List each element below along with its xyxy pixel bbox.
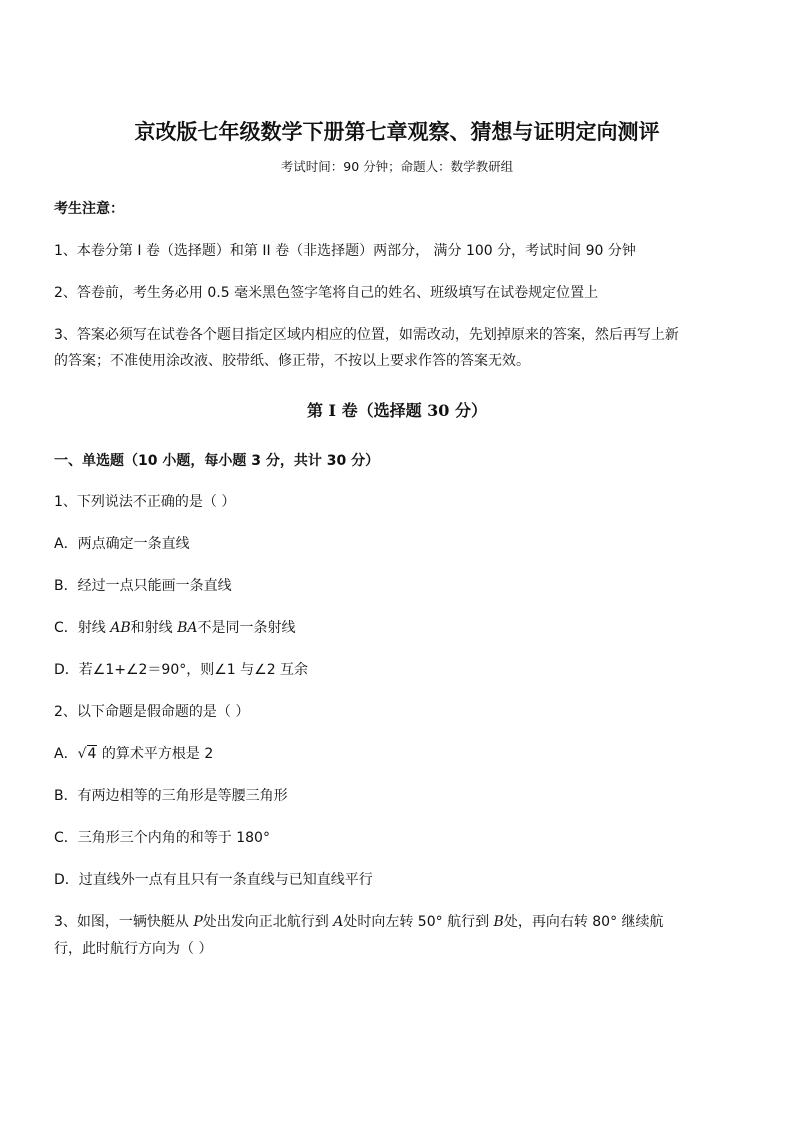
q3-text-4: 处，再向右转 80° 继续航 <box>503 914 664 930</box>
point-b: B <box>493 914 504 930</box>
q3-stem-line-1 <box>54 912 664 932</box>
q1-option-b: B．经过一点只能画一条直线 <box>54 578 232 594</box>
q1-option-c-post: 不是同一条射线 <box>197 620 296 636</box>
notice-item-3: 3、答案必须写在试卷各个题目指定区域内相应的位置，如需改动，先划掉原来的答案，然后再写上新 <box>54 327 679 343</box>
exam-subtitle: 考试时间：90 分钟；命题人：数学教研组 <box>280 159 514 174</box>
point-a: A <box>333 914 344 930</box>
notice-item-2: 2、答卷前，考生务必用 0.5 毫米黑色签字笔将自己的姓名、班级填写在试卷规定位置上 <box>54 285 599 301</box>
notice-heading: 考生注意： <box>54 201 124 217</box>
q1-option-c <box>54 618 296 638</box>
q1-option-a: A．两点确定一条直线 <box>54 536 190 552</box>
q3-text-3: 处时向左转 50° 航行到 <box>343 914 494 930</box>
q1-option-c-mid: 和射线 <box>130 620 178 636</box>
q2-option-c: C．三角形三个内角的和等于 180° <box>54 830 270 846</box>
q2-option-a-pre: A． <box>54 746 78 762</box>
radicand: 4 <box>87 746 97 762</box>
q2-option-b: B．有两边相等的三角形是等腰三角形 <box>54 788 288 804</box>
exam-title: 京改版七年级数学下册第七章观察、猜想与证明定向测评 <box>134 119 660 144</box>
q1-option-c-pre: C．射线 <box>54 620 111 636</box>
notice-item-3-cont: 的答案；不准使用涂改液、胶带纸、修正带，不按以上要求作答的答案无效。 <box>54 353 530 369</box>
q3-text-2: 处出发向正北航行到 <box>202 914 334 930</box>
q2-option-d: D．过直线外一点有且只有一条直线与已知直线平行 <box>54 872 373 888</box>
q3-text-1: 3、如图，一辆快艇从 <box>54 914 194 930</box>
section-title: 第 I 卷（选择题 30 分） <box>306 401 488 420</box>
q1-stem: 1、下列说法不正确的是（ ） <box>54 494 236 510</box>
q1-option-d: D．若∠1+∠2＝90°，则∠1 与∠2 互余 <box>54 662 309 678</box>
q2-option-a <box>54 744 213 764</box>
point-p: P <box>193 914 203 930</box>
ray-ba: BA <box>177 620 198 636</box>
part-title: 一、单选题（10 小题，每小题 3 分，共计 30 分） <box>54 453 380 469</box>
sqrt-expression <box>78 744 98 764</box>
q3-stem-line-2: 行，此时航行方向为（ ） <box>54 941 213 957</box>
radical-sign-icon: √ <box>77 746 87 762</box>
q2-option-a-post: 的算术平方根是 2 <box>97 746 214 762</box>
q2-stem: 2、以下命题是假命题的是（ ） <box>54 704 250 720</box>
notice-item-1: 1、本卷分第 I 卷（选择题）和第 II 卷（非选择题）两部分， 满分 100 分，考试时间 90 分钟 <box>54 243 636 259</box>
ray-ab: AB <box>110 620 131 636</box>
